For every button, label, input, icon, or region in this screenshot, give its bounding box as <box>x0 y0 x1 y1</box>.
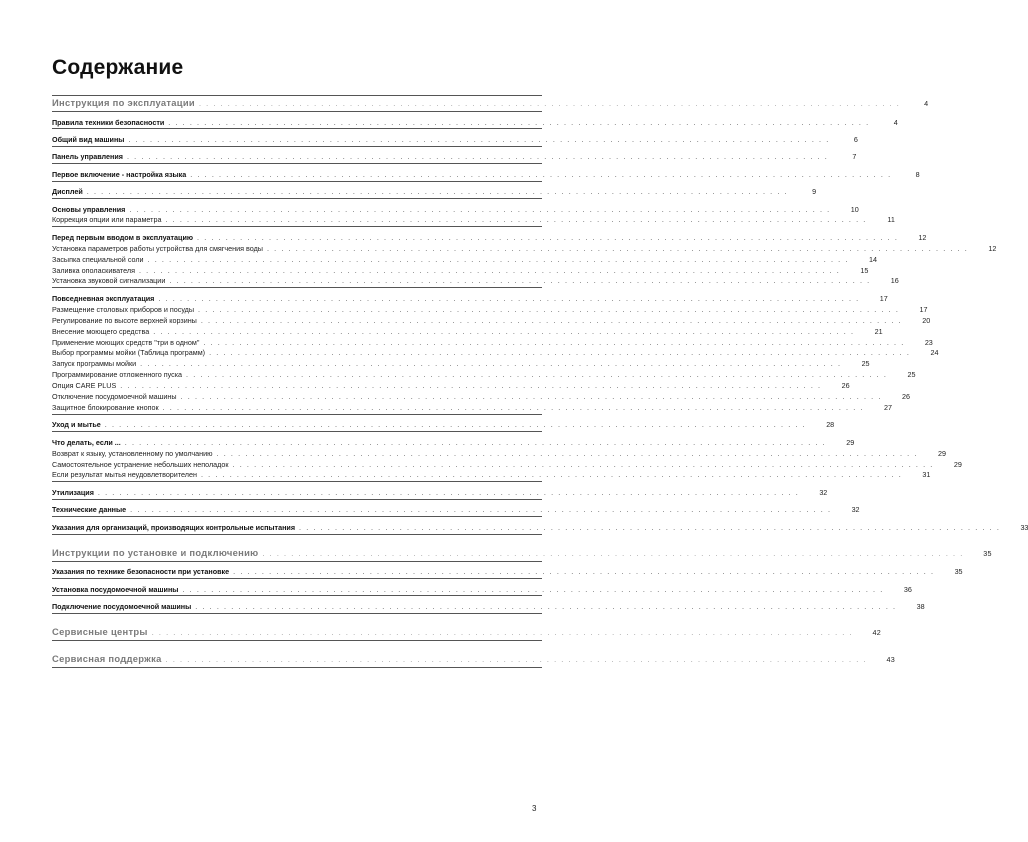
dot-leader: . . . . . . . . . . . . . . . . . . . . . . . . . . . . . . . . . . . . . . . . . . . . . . . . . . . . . . . . . . . . . . . . . . . . . . . . . . . . . . . . . . . . . . . . . . . . . . . . . . <box>198 99 901 108</box>
toc-entry-title: Заливка ополаскивателя <box>52 265 135 275</box>
toc-chapter <box>52 134 858 146</box>
toc-page-number: 25 <box>861 359 870 369</box>
dot-leader: . . . . . . . . . . . . . . . . . . . . . . . . . . . . . . . . . . . . . . . . . . . . . . . . . . . . . . . . . . . . . . . . . . . . . . . . . . . . . . . . . . . . . . . . . . . . . . . . . . <box>209 348 911 358</box>
toc-page-number: 23 <box>924 337 933 347</box>
toc-page-number: 12 <box>918 232 927 242</box>
toc-entry-title: Установка посудомоечной машины <box>52 584 179 594</box>
toc-page-number: 21 <box>874 326 883 336</box>
toc-page-number: 14 <box>868 254 877 264</box>
toc-chapter <box>52 601 925 613</box>
toc-subentry <box>52 254 877 266</box>
toc-page-number: 31 <box>922 470 931 480</box>
toc-chapter <box>52 584 912 596</box>
dot-leader: . . . . . . . . . . . . . . . . . . . . . . . . . . . . . . . . . . . . . . . . . . . . . . . . . . . . . . . . . . . . . . . . . . . . . . . . . . . . . . . . . . . . . . . . . . . . . . . . . . <box>233 567 935 577</box>
toc-page-number: 4 <box>893 117 898 127</box>
dot-leader: . . . . . . . . . . . . . . . . . . . . . . . . . . . . . . . . . . . . . . . . . . . . . . . . . . . . . . . . . . . . . . . . . . . . . . . . . . . . . . . . . . . . . . . . . . . . . . . . . . <box>104 420 807 430</box>
toc-section-heading <box>52 625 882 640</box>
toc-entry-title: Установка параметров работы устройства для смягчения воды <box>52 243 263 253</box>
dot-leader: . . . . . . . . . . . . . . . . . . . . . . . . . . . . . . . . . . . . . . . . . . . . . . . . . . . . . . . . . . . . . . . . . . . . . . . . . . . . . . . . . . . . . . . . . . . . . . . . . . <box>162 402 865 412</box>
dot-leader: . . . . . . . . . . . . . . . . . . . . . . . . . . . . . . . . . . . . . . . . . . . . . . . . . . . . . . . . . . . . . . . . . . . . . . . . . . . . . . . . . . . . . . . . . . . . . . . . . . <box>130 505 832 515</box>
toc-subentry <box>52 348 939 359</box>
toc-section-heading <box>52 652 896 667</box>
toc-chapter <box>52 567 963 578</box>
dot-leader: . . . . . . . . . . . . . . . . . . . . . . . . . . . . . . . . . . . . . . . . . . . . . . . . . . . . . . . . . . . . . . . . . . . . . . . . . . . . . . . . . . . . . . . . . . . . . . . . . . <box>180 392 882 402</box>
toc-subentry <box>52 392 910 403</box>
dot-leader: . . . . . . . . . . . . . . . . . . . . . . . . . . . . . . . . . . . . . . . . . . . . . . . . . . . . . . . . . . . . . . . . . . . . . . . . . . . . . . . . . . . . . . . . . . . . . . . . . . <box>190 169 892 179</box>
toc-entry-title: Защитное блокирование кнопок <box>52 402 159 412</box>
toc-entry-title: Установка звуковой сигнализации <box>52 276 166 286</box>
dot-leader: . . . . . . . . . . . . . . . . . . . . . . . . . . . . . . . . . . . . . . . . . . . . . . . . . . . . . . . . . . . . . . . . . . . . . . . . . . . . . . . . . . . . . . . . . . . . . . . . . . <box>197 232 899 242</box>
toc-section-heading <box>52 546 992 561</box>
toc-page-number: 24 <box>930 348 939 358</box>
toc-subentry <box>52 315 931 327</box>
toc-entry-title: Программирование отложенного пуска <box>52 370 183 380</box>
toc-page-number: 29 <box>937 448 946 458</box>
toc-section-heading <box>52 96 929 111</box>
toc-subentry <box>52 337 933 349</box>
dot-leader: . . . . . . . . . . . . . . . . . . . . . . . . . . . . . . . . . . . . . . . . . . . . . . . . . . . . . . . . . . . . . . . . . . . . . . . . . . . . . . . . . . . . . . . . . . . . . . . . . . <box>151 627 854 637</box>
toc-page-number: 42 <box>872 627 882 637</box>
toc-entry-title: Внесение моющего средства <box>52 326 150 336</box>
toc-entry-title: Засыпка специальной соли <box>52 254 144 264</box>
dot-leader: . . . . . . . . . . . . . . . . . . . . . . . . . . . . . . . . . . . . . . . . . . . . . . . . . . . . . . . . . . . . . . . . . . . . . . . . . . . . . . . . . . . . . . . . . . . . . . . . . . <box>232 459 934 469</box>
toc-entry-title: Утилизация <box>52 487 94 497</box>
toc-entry-title: Если результат мытья неудовлетворителен <box>52 470 197 480</box>
dot-leader: . . . . . . . . . . . . . . . . . . . . . . . . . . . . . . . . . . . . . . . . . . . . . . . . . . . . . . . . . . . . . . . . . . . . . . . . . . . . . . . . . . . . . . . . . . . . . . . . . . <box>200 315 903 325</box>
toc-page-number: 17 <box>919 304 928 314</box>
dot-leader: . . . . . . . . . . . . . . . . . . . . . . . . . . . . . . . . . . . . . . . . . . . . . . . . . . . . . . . . . . . . . . . . . . . . . . . . . . . . . . . . . . . . . . . . . . . . . . . . . . <box>182 584 884 594</box>
toc-entry-title: Правила техники безопасности <box>52 117 165 127</box>
toc-entry-title: Что делать, если ... <box>52 437 121 447</box>
dot-leader: . . . . . . . . . . . . . . . . . . . . . . . . . . . . . . . . . . . . . . . . . . . . . . . . . . . . . . . . . . . . . . . . . . . . . . . . . . . . . . . . . . . . . . . . . . . . . . . . . . <box>128 134 830 144</box>
toc-subentry <box>52 402 893 414</box>
toc-subentry <box>52 459 962 471</box>
toc-entry-title: Сервисная поддержка <box>52 652 162 664</box>
toc-page-number: 17 <box>879 293 888 303</box>
toc-entry-title: Инструкции по установке и подключению <box>52 546 259 558</box>
spacer <box>52 641 542 652</box>
toc-subentry <box>52 215 895 226</box>
toc-entry-title: Панель управления <box>52 152 123 162</box>
toc-chapter <box>52 487 828 499</box>
toc-entry-title: Повседневная эксплуатация <box>52 293 155 303</box>
toc-entry-title: Уход и мытье <box>52 420 101 430</box>
page-title: Содержание <box>52 56 184 79</box>
toc-subentry <box>52 381 850 392</box>
toc-chapter <box>52 420 835 431</box>
dot-leader: . . . . . . . . . . . . . . . . . . . . . . . . . . . . . . . . . . . . . . . . . . . . . . . . . . . . . . . . . . . . . . . . . . . . . . . . . . . . . . . . . . . . . . . . . . . . . . . . . . <box>203 337 905 347</box>
toc-chapter <box>52 187 817 198</box>
toc-page-number: 20 <box>922 315 931 325</box>
toc-entry-title: Самостоятельное устранение небольших неполадок <box>52 459 229 469</box>
toc-entry-title: Общий вид машины <box>52 134 125 144</box>
toc-entry-title: Перед первым вводом в эксплуатацию <box>52 232 194 242</box>
toc-page-number: 43 <box>886 654 896 664</box>
dot-leader: . . . . . . . . . . . . . . . . . . . . . . . . . . . . . . . . . . . . . . . . . . . . . . . . . . . . . . . . . . . . . . . . . . . . . . . . . . . . . . . . . . . . . . . . . . . . . . . . . . <box>200 470 903 480</box>
dot-leader: . . . . . . . . . . . . . . . . . . . . . . . . . . . . . . . . . . . . . . . . . . . . . . . . . . . . . . . . . . . . . . . . . . . . . . . . . . . . . . . . . . . . . . . . . . . . . . . . . . <box>153 326 855 336</box>
toc-entry-title: Опция CARE PLUS <box>52 381 117 391</box>
dot-leader: . . . . . . . . . . . . . . . . . . . . . . . . . . . . . . . . . . . . . . . . . . . . . . . . . . . . . . . . . . . . . . . . . . . . . . . . . . . . . . . . . . . . . . . . . . . . . . . . . . <box>124 437 827 447</box>
dot-leader: . . . . . . . . . . . . . . . . . . . . . . . . . . . . . . . . . . . . . . . . . . . . . . . . . . . . . . . . . . . . . . . . . . . . . . . . . . . . . . . . . . . . . . . . . . . . . . . . . . <box>158 293 860 303</box>
toc-entry-title: Коррекция опции или параметра <box>52 215 162 225</box>
toc-page-number: 38 <box>916 601 925 611</box>
toc-page-number: 12 <box>988 243 997 253</box>
toc-page-number: 15 <box>860 265 869 275</box>
toc-chapter <box>52 293 888 305</box>
toc-page-number: 4 <box>924 99 929 108</box>
dot-leader: . . . . . . . . . . . . . . . . . . . . . . . . . . . . . . . . . . . . . . . . . . . . . . . . . . . . . . . . . . . . . . . . . . . . . . . . . . . . . . . . . . . . . . . . . . . . . . . . . . <box>97 487 800 497</box>
toc-subentry <box>52 304 928 316</box>
toc-chapter <box>52 437 855 449</box>
toc-entry-title: Применение моющих средств "три в одном" <box>52 337 200 347</box>
toc-subentry <box>52 470 931 481</box>
spacer <box>52 614 542 625</box>
toc-page-number: 26 <box>841 381 850 391</box>
toc-entry-title: Инструкция по эксплуатации <box>52 97 195 108</box>
toc-entry-title: Возврат к языку, установленному по умолчанию <box>52 448 213 458</box>
toc-page-number: 11 <box>887 215 895 225</box>
toc-page-number: 9 <box>812 187 817 197</box>
toc-page-number: 33 <box>1020 522 1028 532</box>
toc-page-number: 6 <box>853 134 858 144</box>
toc-subentry <box>52 243 997 255</box>
toc-entry-title: Первое включение - настройка языка <box>52 169 187 179</box>
dot-leader: . . . . . . . . . . . . . . . . . . . . . . . . . . . . . . . . . . . . . . . . . . . . . . . . . . . . . . . . . . . . . . . . . . . . . . . . . . . . . . . . . . . . . . . . . . . . . . . . . . <box>147 254 849 264</box>
dot-leader: . . . . . . . . . . . . . . . . . . . . . . . . . . . . . . . . . . . . . . . . . . . . . . . . . . . . . . . . . . . . . . . . . . . . . . . . . . . . . . . . . . . . . . . . . . . . . . . . . . <box>120 381 822 391</box>
dot-leader: . . . . . . . . . . . . . . . . . . . . . . . . . . . . . . . . . . . . . . . . . . . . . . . . . . . . . . . . . . . . . . . . . . . . . . . . . . . . . . . . . . . . . . . . . . . . . . . . . . <box>165 215 867 225</box>
toc-subentry <box>52 448 946 460</box>
toc-entry-title: Регулирование по высоте верхней корзины <box>52 315 197 325</box>
toc-chapter <box>52 522 1028 534</box>
toc-page-number: 16 <box>890 276 899 286</box>
toc-entry-title: Выбор программы мойки (Таблица программ) <box>52 348 206 358</box>
dot-leader: . . . . . . . . . . . . . . . . . . . . . . . . . . . . . . . . . . . . . . . . . . . . . . . . . . . . . . . . . . . . . . . . . . . . . . . . . . . . . . . . . . . . . . . . . . . . . . . . . . <box>266 243 969 253</box>
toc-entry-title: Дисплей <box>52 187 83 197</box>
dot-leader: . . . . . . . . . . . . . . . . . . . . . . . . . . . . . . . . . . . . . . . . . . . . . . . . . . . . . . . . . . . . . . . . . . . . . . . . . . . . . . . . . . . . . . . . . . . . . . . . . . <box>195 601 897 611</box>
toc-chapter <box>52 117 898 129</box>
toc-subentry <box>52 276 899 287</box>
toc-entry-title: Запуск программы мойки <box>52 359 137 369</box>
toc-subentry <box>52 359 870 370</box>
dot-leader: . . . . . . . . . . . . . . . . . . . . . . . . . . . . . . . . . . . . . . . . . . . . . . . . . . . . . . . . . . . . . . . . . . . . . . . . . . . . . . . . . . . . . . . . . . . . . . . . . . <box>129 204 831 214</box>
toc-entry-title: Подключение посудомоечной машины <box>52 601 192 611</box>
dot-leader: . . . . . . . . . . . . . . . . . . . . . . . . . . . . . . . . . . . . . . . . . . . . . . . . . . . . . . . . . . . . . . . . . . . . . . . . . . . . . . . . . . . . . . . . . . . . . . . . . . <box>262 548 964 558</box>
dot-leader: . . . . . . . . . . . . . . . . . . . . . . . . . . . . . . . . . . . . . . . . . . . . . . . . . . . . . . . . . . . . . . . . . . . . . . . . . . . . . . . . . . . . . . . . . . . . . . . . . . <box>168 117 870 127</box>
dot-leader: . . . . . . . . . . . . . . . . . . . . . . . . . . . . . . . . . . . . . . . . . . . . . . . . . . . . . . . . . . . . . . . . . . . . . . . . . . . . . . . . . . . . . . . . . . . . . . . . . . <box>216 448 918 458</box>
toc-entry-title: Технические данные <box>52 505 127 515</box>
dot-leader: . . . . . . . . . . . . . . . . . . . . . . . . . . . . . . . . . . . . . . . . . . . . . . . . . . . . . . . . . . . . . . . . . . . . . . . . . . . . . . . . . . . . . . . . . . . . . . . . . . <box>198 304 900 314</box>
toc-subentry <box>52 265 869 277</box>
dot-leader: . . . . . . . . . . . . . . . . . . . . . . . . . . . . . . . . . . . . . . . . . . . . . . . . . . . . . . . . . . . . . . . . . . . . . . . . . . . . . . . . . . . . . . . . . . . . . . . . . . <box>138 265 841 275</box>
dot-leader: . . . . . . . . . . . . . . . . . . . . . . . . . . . . . . . . . . . . . . . . . . . . . . . . . . . . . . . . . . . . . . . . . . . . . . . . . . . . . . . . . . . . . . . . . . . . . . . . . . <box>140 359 842 369</box>
table-of-contents <box>52 95 1028 668</box>
toc-entry-title: Размещение столовых приборов и посуды <box>52 304 195 314</box>
dot-leader: . . . . . . . . . . . . . . . . . . . . . . . . . . . . . . . . . . . . . . . . . . . . . . . . . . . . . . . . . . . . . . . . . . . . . . . . . . . . . . . . . . . . . . . . . . . . . . . . . . <box>299 522 1001 532</box>
dot-leader: . . . . . . . . . . . . . . . . . . . . . . . . . . . . . . . . . . . . . . . . . . . . . . . . . . . . . . . . . . . . . . . . . . . . . . . . . . . . . . . . . . . . . . . . . . . . . . . . . . <box>126 152 829 162</box>
toc-entry-title: Отключение посудомоечной машины <box>52 392 177 402</box>
toc-chapter <box>52 232 927 244</box>
toc-entry-title: Указания для организаций, производящих контрольные испытания <box>52 522 296 532</box>
toc-page-number: 7 <box>852 152 857 162</box>
toc-page-number: 35 <box>954 567 963 577</box>
dot-leader: . . . . . . . . . . . . . . . . . . . . . . . . . . . . . . . . . . . . . . . . . . . . . . . . . . . . . . . . . . . . . . . . . . . . . . . . . . . . . . . . . . . . . . . . . . . . . . . . . . <box>169 276 871 286</box>
toc-page-number: 25 <box>907 370 916 380</box>
toc-chapter <box>52 169 920 181</box>
toc-page-number: 27 <box>884 402 893 412</box>
dot-leader: . . . . . . . . . . . . . . . . . . . . . . . . . . . . . . . . . . . . . . . . . . . . . . . . . . . . . . . . . . . . . . . . . . . . . . . . . . . . . . . . . . . . . . . . . . . . . . . . . . <box>86 187 789 197</box>
toc-page-number: 36 <box>903 584 912 594</box>
toc-page-number: 35 <box>983 548 992 558</box>
toc-entry-title: Сервисные центры <box>52 625 148 637</box>
toc-subentry <box>52 326 883 338</box>
dot-leader: . . . . . . . . . . . . . . . . . . . . . . . . . . . . . . . . . . . . . . . . . . . . . . . . . . . . . . . . . . . . . . . . . . . . . . . . . . . . . . . . . . . . . . . . . . . . . . . . . . <box>186 370 888 380</box>
toc-page-number: 29 <box>953 459 962 469</box>
toc-page-number: 29 <box>846 437 855 447</box>
toc-page-number: 10 <box>850 204 859 214</box>
toc-page-number: 32 <box>851 505 860 515</box>
toc-subentry <box>52 370 916 381</box>
toc-chapter <box>52 152 857 163</box>
toc-page-number: 26 <box>901 392 910 402</box>
toc-chapter <box>52 505 860 516</box>
dot-leader: . . . . . . . . . . . . . . . . . . . . . . . . . . . . . . . . . . . . . . . . . . . . . . . . . . . . . . . . . . . . . . . . . . . . . . . . . . . . . . . . . . . . . . . . . . . . . . . . . . <box>165 654 868 664</box>
toc-entry-title: Указания по технике безопасности при установке <box>52 567 230 577</box>
section-divider <box>52 667 542 668</box>
toc-page-number: 28 <box>826 420 835 430</box>
spacer <box>52 535 542 546</box>
page-number: 3 <box>532 804 537 813</box>
toc-chapter <box>52 204 859 216</box>
toc-entry-title: Основы управления <box>52 204 126 214</box>
toc-page-number: 32 <box>819 487 828 497</box>
toc-page-number: 8 <box>915 169 920 179</box>
